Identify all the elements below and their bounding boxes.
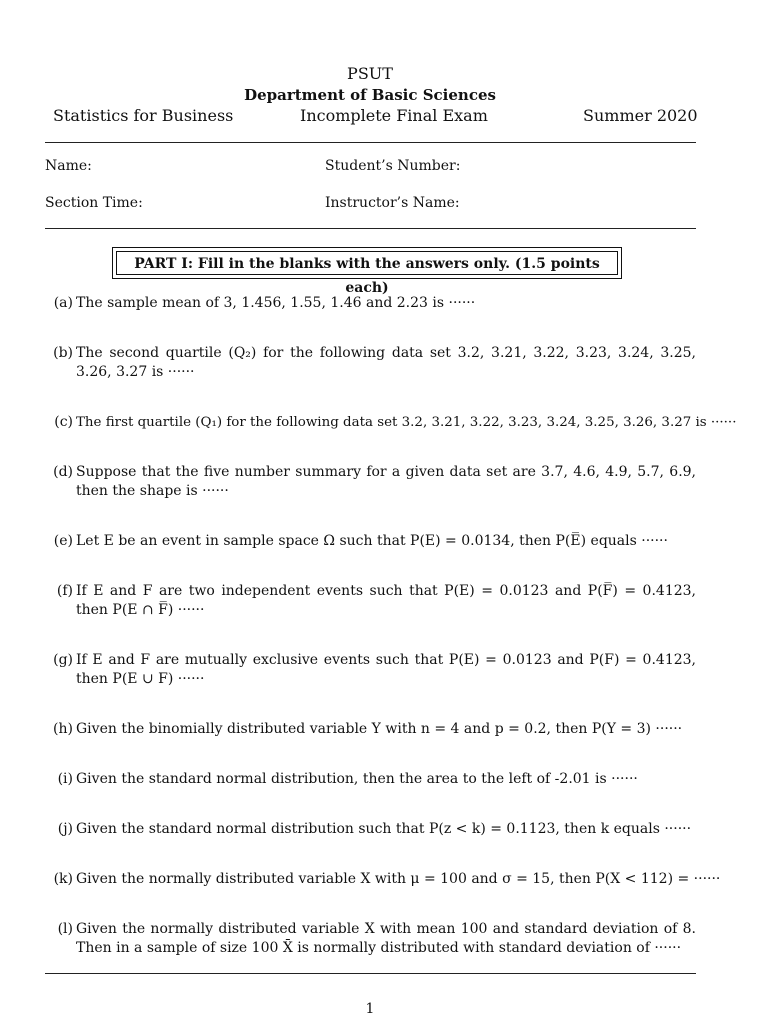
question-label: (j)	[57, 821, 73, 837]
header-rule	[45, 142, 696, 143]
part-title: PART I: Fill in the blanks with the answers only. (1.5 points each)	[116, 251, 618, 275]
name-field-label: Name:	[45, 158, 92, 174]
question-label: (i)	[57, 771, 73, 787]
question-text: Given the binomially distributed variable Y with n = 4 and p = 0.2, then P(Y = 3) ······	[76, 721, 683, 737]
question-text: The sample mean of 3, 1.456, 1.55, 1.46 and 2.23 is ······	[76, 295, 476, 311]
question-label: (e)	[53, 533, 73, 549]
question-text: The first quartile (Q₁) for the following data set 3.2, 3.21, 3.22, 3.23, 3.24, 3.25, 3.26, 3.27 is ······	[76, 415, 737, 430]
question-text: Given the standard normal distribution, then the area to the left of -2.01 is ······	[76, 771, 638, 787]
page-number: 1	[365, 1001, 375, 1017]
question-label: (f)	[56, 583, 73, 599]
question-text: Suppose that the five number summary for a given data set are 3.7, 4.6, 4.9, 5.7, 6.9, then the shape is ······	[76, 464, 696, 499]
footer-rule	[45, 973, 696, 974]
question-label: (c)	[54, 414, 73, 430]
department-name: Department of Basic Sciences	[244, 86, 496, 104]
course-title: Statistics for Business	[53, 106, 234, 125]
exam-title: Incomplete Final Exam	[300, 106, 488, 125]
question-text: If E and F are two independent events such that P(E) = 0.0123 and P(F̅) = 0.4123, then P(E ∩ F̅) ······	[76, 583, 696, 618]
question-text: Given the normally distributed variable X with μ = 100 and σ = 15, then P(X < 112) = ······	[76, 871, 721, 887]
student-number-field-label: Student’s Number:	[325, 158, 461, 174]
question-label: (l)	[57, 921, 73, 937]
question-label: (d)	[53, 464, 73, 480]
exam-term: Summer 2020	[583, 106, 698, 125]
question-label: (h)	[53, 721, 73, 737]
section-time-field-label: Section Time:	[45, 195, 143, 211]
question-label: (a)	[53, 295, 73, 311]
question-text: Let E be an event in sample space Ω such that P(E) = 0.0134, then P(E̅) equals ······	[76, 533, 668, 549]
question-label: (b)	[53, 345, 73, 361]
question-text: Given the standard normal distribution such that P(z < k) = 0.1123, then k equals ······	[76, 821, 692, 837]
question-label: (k)	[53, 871, 73, 887]
question-label: (g)	[53, 652, 73, 668]
institution-name: PSUT	[347, 64, 393, 83]
instructor-name-field-label: Instructor’s Name:	[325, 195, 460, 211]
fields-rule	[45, 228, 696, 229]
question-text: The second quartile (Q₂) for the following data set 3.2, 3.21, 3.22, 3.23, 3.24, 3.25, 3.26, 3.27 is ······	[76, 345, 696, 380]
part-title-box	[112, 247, 622, 296]
question-text: Given the normally distributed variable X with mean 100 and standard deviation of 8. Then in a sample of size 100 X̄ is normally distributed with standard deviation of ······	[76, 921, 696, 956]
question-text: If E and F are mutually exclusive events such that P(E) = 0.0123 and P(F) = 0.4123, then P(E ∪ F) ······	[76, 652, 696, 687]
